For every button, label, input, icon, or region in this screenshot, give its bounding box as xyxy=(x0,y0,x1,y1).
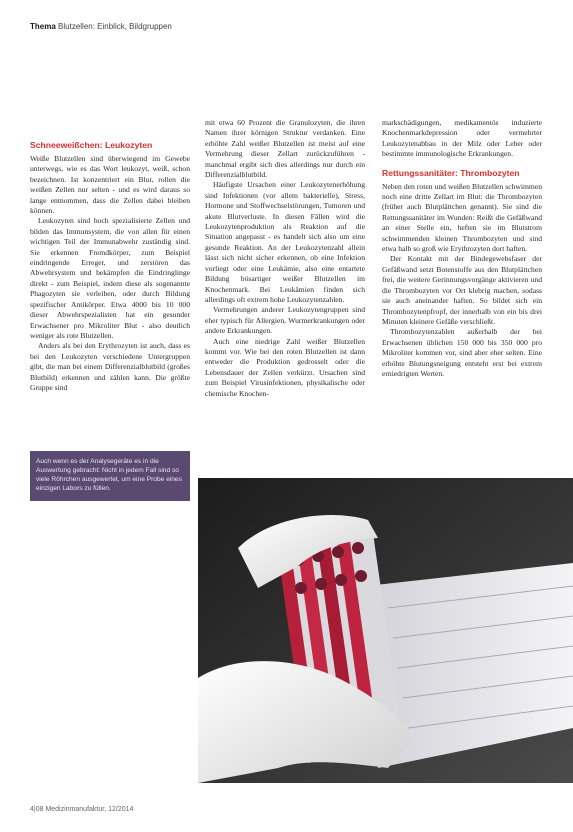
paragraph: Neben den roten und weißen Blutzellen schwimmen noch eine dritte Zellart im Blut: die Thrombozyten (früher auch Blutplättchen genannt). Sie sind die Rettungssanitäter im Wunden: Reißt die Gefäßwand an einer Stelle ein, heften sie im Blutstrom schwimmenden kleinen Thrombozyten und sind etwa halb so groß wie Erythrozyten dort haften. xyxy=(382,181,542,254)
heading-thrombozyten: Rettungssanitäter: Thrombozyten xyxy=(382,167,520,178)
paragraph: Auch eine niedrige Zahl weißer Blutzellen kommt vor. Wie bei den roten Blutzellen ist dann entweder die Produktion gedrosselt oder die Lebensdauer der Zellen verkürzt. Ursachen sind zum Beispiel Virusinfektionen, physikalische oder chemische Knochen- xyxy=(205,336,365,398)
paragraph: Weiße Blutzellen sind überwiegend im Gewebe unterwegs, wie es das Wort leukozyt, weiß, schon bezeichnen. Ist konzentriert ein Blut, rollen die weißen Zellen nur selten - und es wird daraus so lange entnommen, dass die Zellen dabei bleiben können. xyxy=(30,154,190,216)
paragraph: Häufigste Ursachen einer Leukozytenerhöhung sind Infektionen (vor allem bakterielle), Stress, Hormone und Stoffwechselstörungen, Tumoren und akute Blutverluste. In diesen Fällen wird die Leukozytenproduktion als Reaktion auf die Situation angepasst - es handelt sich also um eine gesunde Reaktion. An der Leukozytenzahl allein lässt sich nicht sicher erkennen, ob eine Infektion vorliegt oder eine Leukämie, also eine entartete Bildung bösartiger weißer Blutzellen im Knochenmark. Bei Leukämien finden sich allerdings oft extrem hohe Leukozytenzahlen. xyxy=(205,180,365,304)
photo-caption: Auch wenn es der Analysegeräte es in die Auswertung gebracht: Nicht in jedem Fall sind so viele Röhrchen ausgewertet, um eine Probe eines einzigen Labors zu füllen. xyxy=(30,451,190,501)
header-section: Thema xyxy=(30,22,56,31)
lab-photo xyxy=(198,478,573,783)
paragraph: Der Kontakt mit der Bindegewebsfaser der Gefäßwand setzt Botenstoffe aus den Blutplättchen frei, die weitere Gerinnungsvorgänge aktivieren und die Thrombozyten vor Ort klebrig machen, sodass sie auch aneinander haften. So bildet sich ein Thrombozytenpfropf, der innerhalb von ein bis drei Minuten kleinere Gefäße verschließt. xyxy=(382,254,542,326)
paragraph: Leukozyten sind hoch spezialisierte Zellen und bilden das Immunsystem, die von allen für einen wichtigen Teil der Immunabwehr zuständig sind. Sie erkennen Fremdkörper, zum Beispiel eindringende Erreger, und zerstören das Abwehrsystem und bekämpfen die Eindringlinge direkt - zum Beispiel, indem diese als sogenannte Phagozyten sie verleiben, oder durch Bildung spezifischer Antikörper. Etwa 4000 bis 10 000 dieser Abwehrspezialisten hat ein gesunder Erwachsener pro Mikroliter Blut - also deutlich weniger als rote Blutzellen. xyxy=(30,216,190,340)
text-column-2 xyxy=(205,118,365,463)
header-topic: Blutzellen: Einblick, Bildgruppen xyxy=(58,22,172,31)
page-footer: 4|08 Medizinmanufaktur, 12/2014 xyxy=(30,806,134,813)
heading-leukozyten: Schneeweißchen: Leukozyten xyxy=(30,140,153,150)
lab-photo-illustration xyxy=(198,478,573,783)
running-header xyxy=(30,22,172,31)
spacer xyxy=(382,160,542,168)
text-column-1 xyxy=(30,140,190,435)
paragraph: Anders als bei den Erythrozyten ist auch, dass es bei den Leukozyten verschiedene Untergruppen gibt, die man bei einem Differenzialblutbild (großes Blutbild) erkennen und zählen kann. Die größte Gruppe sind xyxy=(30,341,190,392)
paragraph: Vermehrungen anderer Leukozytengruppen sind eher typisch für Allergien, Wurmerkrankungen oder andere Erkrankungen. xyxy=(205,305,365,336)
paragraph: markschädigungen, medikamentös induzierte Knochenmarkdepression oder vermehrter Leukozytenabbau in der Milz oder Leber oder bestimmte immunologische Erkrankungen. xyxy=(382,118,542,159)
text-column-3 xyxy=(382,118,542,463)
paragraph: Thrombozytenzahlen außerhalb der bei Erwachsenen üblichen 150 000 bis 350 000 pro Mikroliter kommen vor, sind aber eher selten. Eine erhöhte Blutungsneigung entsteht erst bei extrem erniedrigten Werten. xyxy=(382,327,542,378)
paragraph: mit etwa 60 Prozent die Granulozyten, die ihren Namen ihrer körnigen Struktur verdanken. Eine erhöhte Zahl weißer Blutzellen ist meist auf eine Vermehrung dieser Zellart zurückzuführen - manchmal ergibt sich dies allerdings nur durch ein Differenzialblutbild. xyxy=(205,118,365,180)
